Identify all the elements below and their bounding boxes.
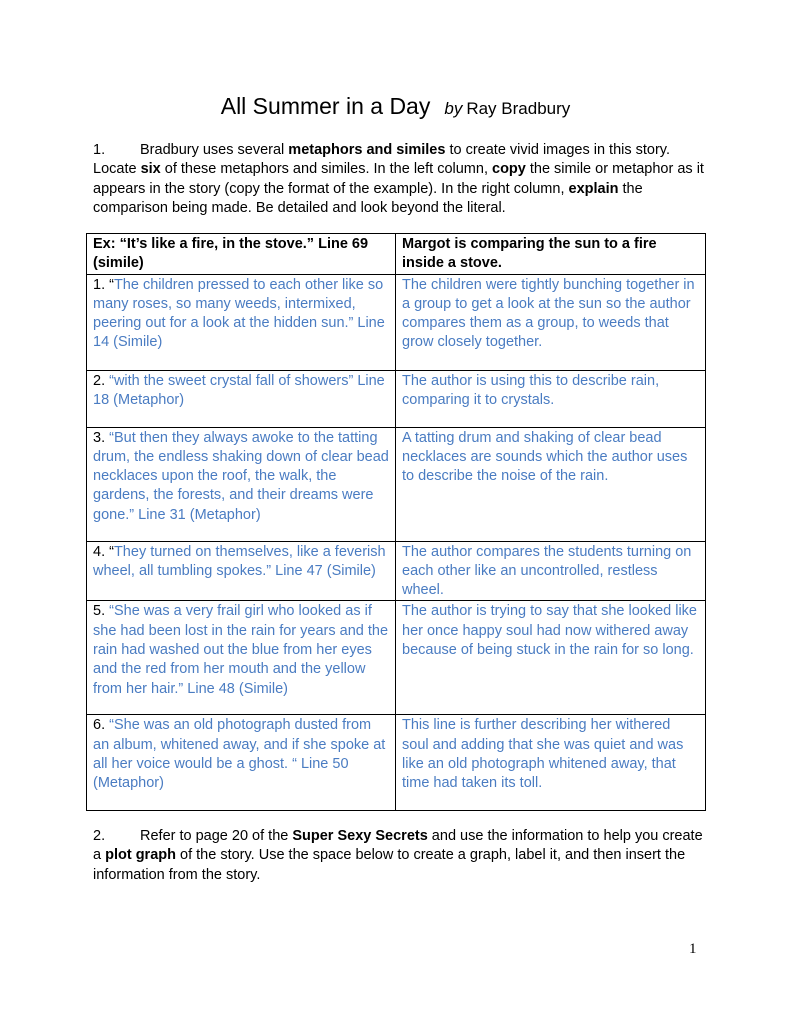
table-row [87, 715, 706, 811]
quote-cell [87, 370, 396, 427]
row-number: 2. [93, 372, 110, 389]
explanation-cell: The author is using this to describe rain, comparing it to crystals. [396, 370, 706, 427]
quote-cell [87, 541, 396, 601]
table-row [87, 427, 706, 541]
question-1-bold: explain [568, 180, 619, 197]
question-1-text: the comparison being made. Be detailed and look beyond the literal. [93, 180, 643, 216]
table-row [87, 370, 706, 427]
table-row [87, 601, 706, 715]
explanation-cell: The children were tightly bunching together in a group to get a look at the sun so the author compares them as a group, to weeds that grow closely together. [396, 274, 706, 370]
question-1-bold: copy [492, 161, 526, 178]
question-1-number: 1. [93, 142, 106, 158]
table-row [87, 541, 706, 601]
explanation-cell: A tatting drum and shaking of clear bead necklaces are sounds which the author uses to describe the noise of the rain. [396, 427, 706, 541]
question-2-bold: plot graph [105, 847, 176, 864]
row-number: 1. “ [93, 276, 114, 293]
quote-cell [87, 601, 396, 715]
quote-cell [87, 427, 396, 541]
quote-text: “She was an old photograph dusted from an album, whitened away, and if she spoke at all her voice would be a ghost. “ Line 50 (Metaphor) [93, 717, 386, 792]
explanation-cell: The author is trying to say that she looked like her once happy soul had now withered away because of being stuck in the rain for so long. [396, 601, 706, 715]
question-2-text: Refer to page 20 of the [140, 828, 293, 844]
quote-text: They turned on themselves, like a feverish wheel, all tumbling spokes.” Line 47 (Simile) [93, 543, 386, 579]
question-1-bold: six [140, 161, 161, 178]
question-1 [93, 141, 705, 218]
question-1-text: of these metaphors and similes. In the left column, [160, 161, 492, 178]
explanation-cell: The author compares the students turning on each other like an uncontrolled, restless wheel. [396, 541, 706, 601]
title-main: All Summer in a Day [220, 93, 431, 119]
title-author: Ray Bradbury [466, 99, 571, 118]
quote-text: “But then they always awoke to the tatting drum, the endless shaking down of clear bead necklaces upon the roof, the walk, the gardens, the forests, and their dreams were gone.” Line 31 (Metaphor) [93, 429, 389, 523]
quote-cell [87, 274, 396, 370]
table-row [87, 274, 706, 370]
question-2 [93, 827, 705, 885]
question-1-text: to create vivid images in this story. Locate [93, 142, 671, 178]
simile-metaphor-table [86, 233, 706, 811]
quote-text: “She was a very frail girl who looked as if she had been lost in the rain for years and the rain had washed out the blue from her eyes and the red from her mouth and the yellow from her hair.” Line 48 (Simile) [93, 603, 389, 697]
question-1-text: Bradbury uses several [140, 142, 289, 158]
page-title [0, 93, 791, 120]
page-number: 1 [689, 941, 697, 957]
question-1-text: the simile or metaphor as it appears in the story (copy the format of the example). In the right column, [93, 161, 704, 197]
row-number: 3. [93, 429, 110, 446]
row-number: 6. [93, 717, 110, 734]
example-explanation-cell: Margot is comparing the sun to a fire inside a stove. [396, 234, 706, 275]
question-2-number: 2. [93, 828, 106, 844]
quote-cell [87, 715, 396, 811]
row-number: 4. “ [93, 543, 114, 560]
question-2-bold: Super Sexy Secrets [292, 828, 428, 844]
row-number: 5. [93, 603, 110, 620]
title-by: by [444, 99, 463, 118]
question-1-bold: metaphors and similes [288, 142, 446, 158]
quote-text: “with the sweet crystal fall of showers” Line 18 (Metaphor) [93, 372, 385, 408]
example-quote-cell: Ex: “It’s like a fire, in the stove.” Line 69 (simile) [87, 234, 396, 275]
question-2-text: and use the information to help you create a [93, 828, 703, 864]
table-row-example [87, 234, 706, 275]
quote-text: The children pressed to each other like so many roses, so many weeds, intermixed, peering out for a look at the hidden sun.” Line 14 (Simile) [93, 276, 385, 351]
question-2-text: of the story. Use the space below to create a graph, label it, and then insert the information from the story. [93, 847, 686, 883]
explanation-cell: This line is further describing her withered soul and adding that she was quiet and was like an old photograph whitened away, that time had taken its toll. [396, 715, 706, 811]
